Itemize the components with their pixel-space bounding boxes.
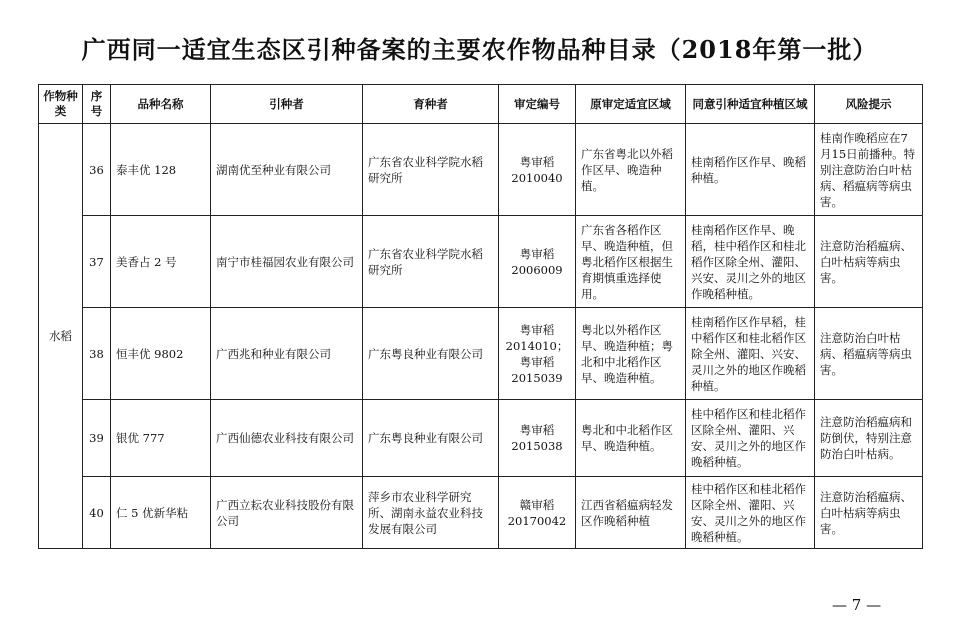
table-row — [39, 216, 923, 308]
target-region-cell: 桂中稻作区和桂北稻作区除全州、灌阳、兴安、灵川之外的地区作晚稻种植。 — [686, 477, 815, 549]
table-row — [39, 477, 923, 549]
table-row — [39, 124, 923, 216]
breeder-cell: 广东省农业科学院水稻研究所 — [363, 216, 499, 308]
seq-cell: 39 — [83, 400, 111, 477]
approval-no-cell: 粤审稻2006009 — [499, 216, 576, 308]
introducer-cell: 广西立耘农业科技股份有限公司 — [211, 477, 363, 549]
variety-cell: 恒丰优 9802 — [111, 308, 211, 400]
variety-cell: 泰丰优 128 — [111, 124, 211, 216]
approval-no-cell: 粤审稻2010040 — [499, 124, 576, 216]
variety-cell: 银优 777 — [111, 400, 211, 477]
original-region-cell: 广东省粤北以外稻作区早、晚造种植。 — [576, 124, 686, 216]
header-variety: 品种名称 — [111, 85, 211, 124]
seq-cell: 36 — [83, 124, 111, 216]
seq-cell: 37 — [83, 216, 111, 308]
original-region-cell: 粤北以外稻作区早、晚造种植；粤北和中北稻作区早、晚造种植。 — [576, 308, 686, 400]
table-row — [39, 400, 923, 477]
approval-no-cell: 赣审稻20170042 — [499, 477, 576, 549]
risk-cell: 注意防治白叶枯病、稻瘟病等病虫害。 — [815, 308, 923, 400]
target-region-cell: 桂南稻作区作早、晚稻，桂中稻作区和桂北稻作区除全州、灌阳、兴安、灵川之外的地区作晚稻种植。 — [686, 216, 815, 308]
page-number: — 7 — — [832, 596, 882, 614]
target-region-cell: 桂南稻作区作早稻，桂中稻作区和桂北稻作区除全州、灌阳、兴安、灵川之外的地区作晚稻种植。 — [686, 308, 815, 400]
variety-cell: 仁 5 优新华粘 — [111, 477, 211, 549]
document-title: 广西同一适宜生态区引种备案的主要农作物品种目录（2018年第一批） — [81, 35, 878, 64]
introducer-cell: 湖南优至种业有限公司 — [211, 124, 363, 216]
approval-no-cell: 粤审稻2014010；粤审稻2015039 — [499, 308, 576, 400]
introducer-cell: 广西兆和种业有限公司 — [211, 308, 363, 400]
breeder-cell: 广东省农业科学院水稻研究所 — [363, 124, 499, 216]
header-breeder: 育种者 — [363, 85, 499, 124]
target-region-cell: 桂中稻作区和桂北稻作区除全州、灌阳、兴安、灵川之外的地区作晚稻种植。 — [686, 400, 815, 477]
risk-cell: 桂南作晚稻应在7月15日前播种。特别注意防治白叶枯病、稻瘟病等病虫害。 — [815, 124, 923, 216]
table-header-row — [39, 85, 923, 124]
crop-type-cell: 水稻 — [39, 124, 83, 549]
header-target-region: 同意引种适宜种植区域 — [686, 85, 815, 124]
original-region-cell: 江西省稻瘟病轻发区作晚稻种植 — [576, 477, 686, 549]
introducer-cell: 广西仙德农业科技有限公司 — [211, 400, 363, 477]
risk-cell: 注意防治稻瘟病、白叶枯病等病虫害。 — [815, 216, 923, 308]
risk-cell: 注意防治稻瘟病、白叶枯病等病虫害。 — [815, 477, 923, 549]
original-region-cell: 粤北和中北稻作区早、晚造种植。 — [576, 400, 686, 477]
risk-cell: 注意防治稻瘟病和防倒伏，特别注意防治白叶枯病。 — [815, 400, 923, 477]
variety-catalog-table — [38, 84, 923, 549]
approval-no-cell: 粤审稻2015038 — [499, 400, 576, 477]
target-region-cell: 桂南稻作区作早、晚稻种植。 — [686, 124, 815, 216]
header-approval-no: 审定编号 — [499, 85, 576, 124]
seq-cell: 40 — [83, 477, 111, 549]
original-region-cell: 广东省各稻作区早、晚造种植，但粤北稻作区根据生育期慎重选择使用。 — [576, 216, 686, 308]
variety-cell: 美香占 2 号 — [111, 216, 211, 308]
header-seq: 序号 — [83, 85, 111, 124]
breeder-cell: 广东粤良种业有限公司 — [363, 308, 499, 400]
header-crop-type: 作物种类 — [39, 85, 83, 124]
breeder-cell: 萍乡市农业科学研究所、湖南永益农业科技发展有限公司 — [363, 477, 499, 549]
introducer-cell: 南宁市桂福园农业有限公司 — [211, 216, 363, 308]
header-original-region: 原审定适宜区域 — [576, 85, 686, 124]
breeder-cell: 广东粤良种业有限公司 — [363, 400, 499, 477]
seq-cell: 38 — [83, 308, 111, 400]
header-risk: 风险提示 — [815, 85, 923, 124]
header-introducer: 引种者 — [211, 85, 363, 124]
table-row — [39, 308, 923, 400]
